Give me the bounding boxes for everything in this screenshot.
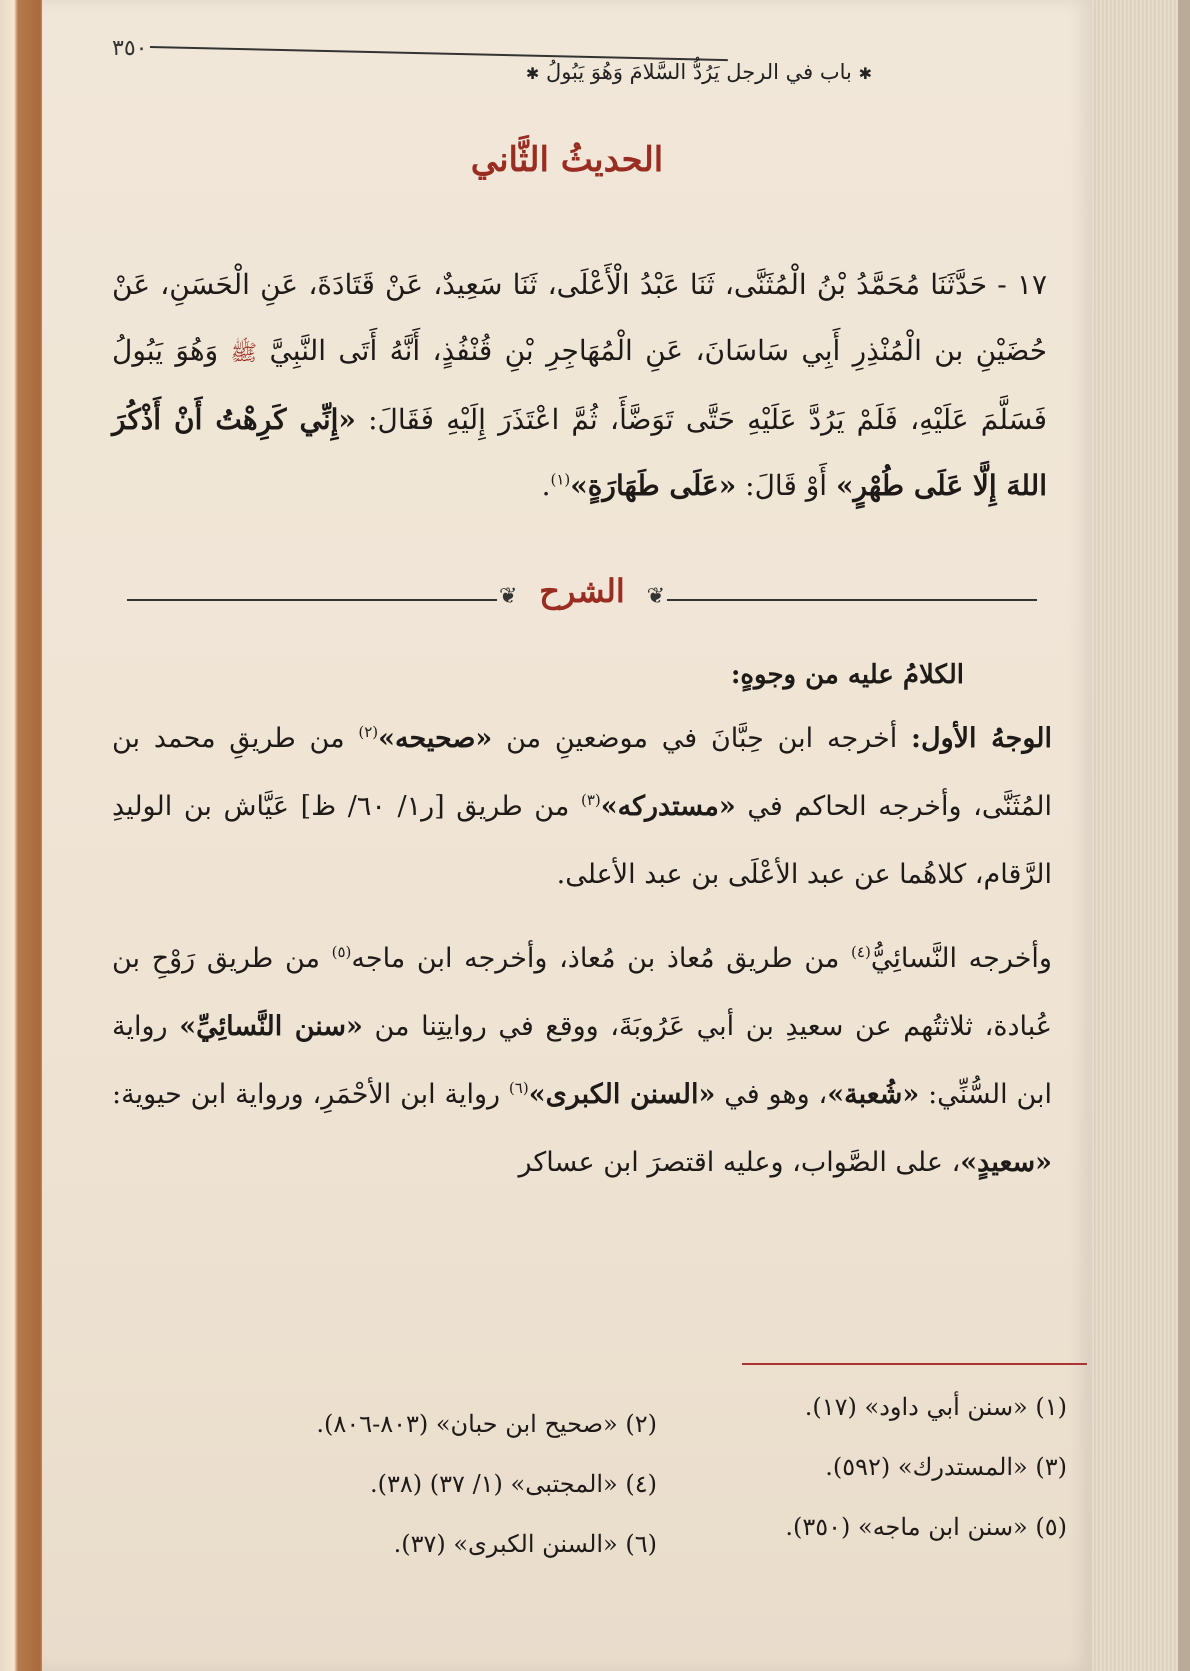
book-title: «سنن النَّسائِيِّ»: [179, 1011, 363, 1042]
star-ornament-icon: ✱: [525, 64, 540, 83]
header-rule: [150, 46, 728, 61]
paragraph-text: وأخرجه النَّسائِيُّ: [870, 943, 1052, 974]
footnote-2: (٢) «صحيح ابن حبان» (٨٠٣-٨٠٦).: [316, 1410, 657, 1438]
page-number: ٣٥٠: [112, 36, 148, 61]
running-title: [526, 60, 872, 84]
footnote-ref: (١): [550, 470, 571, 489]
paragraph-text: من طريق مُعاذ بن مُعاذ، وأخرجه ابن ماجه: [351, 943, 840, 974]
book-page: [42, 0, 1092, 1671]
paragraph-2: [112, 925, 1052, 1197]
book-title: «مستدركه»: [600, 791, 736, 822]
sharh-title: الشرح: [539, 572, 625, 610]
footnote-ref: (٢): [358, 723, 379, 741]
hadith-text: [112, 252, 1047, 519]
paragraph-text: من طريقِ محمد بن المُثَنَّى، وأخرجه الحاكم في: [112, 723, 1052, 822]
footnote-ref: (٥): [331, 943, 352, 961]
star-ornament-icon: ✱: [858, 64, 872, 83]
paragraph-text: ، وهو في: [724, 1079, 828, 1110]
footnote-5: (٥) «سنن ابن ماجه» (٣٥٠).: [785, 1513, 1067, 1541]
footnote-4: (٤) «المجتبى» (١/ ٣٧) (٣٨).: [370, 1470, 657, 1498]
narrator-name: «شُعبة»: [827, 1079, 920, 1110]
hadith-end: .: [541, 469, 551, 502]
hadith-body: وَهُوَ يَبُولُ فَسَلَّمَ عَلَيْهِ، فَلَمْ يَرُدَّ عَلَيْهِ حَتَّى تَوَضَّأَ، ثُمَّ اعْتَذَرَ إِلَيْهِ فَقَالَ:: [112, 334, 1047, 436]
sharh-divider: [127, 572, 1037, 622]
hadith-chain: حَدَّثَنَا مُحَمَّدُ بْنُ الْمُثَنَّى، ثَنَا عَبْدُ الْأَعْلَى، ثَنَا سَعِيدٌ، عَنْ قَتَادَةَ، عَنِ الْحَسَنِ، عَنْ حُضَيْنِ بن الْمُنْذِرِ أَبِي سَاسَانَ، عَنِ الْمُهَاجِرِ بْنِ قُنْفُذٍ، أَنَّهُ أَتَى النَّبِيَّ: [112, 268, 1048, 367]
paragraph-text: من طريق رَوْحِ بن عُبادة، ثلاثتُهم عن سعيدِ بن أبي عَرُوبَةَ، ووقع في روايتِنا من: [112, 943, 1052, 1042]
book-title: «صحيحه»: [378, 723, 493, 754]
footnote-ref: (٦): [508, 1079, 529, 1097]
intro-line: الكلامُ عليه من وجوهٍ:: [730, 660, 964, 690]
book-title: «السنن الكبرى»: [528, 1079, 716, 1110]
hadith-quote: «إِنِّي كَرِهْتُ أَنْ أَذْكُرَ اللهَ إِلَّا عَلَى طُهْرٍ»: [112, 403, 1047, 502]
divider-ornament-icon: ❦: [499, 584, 518, 609]
hadith-number: ١٧ -: [997, 268, 1047, 301]
paragraph-text: أخرجه ابن حِبَّانَ في موضعينِ من: [506, 723, 898, 754]
hadith-quote-alt: «عَلَى طَهَارَةٍ»: [570, 469, 737, 502]
page-stack-edge: [1092, 0, 1190, 1671]
running-title-text: باب في الرجل يَرُدُّ السَّلامَ وَهُوَ يَبُولُ: [545, 60, 852, 84]
footnote-1: (١) «سنن أبي داود» (١٧).: [804, 1393, 1067, 1421]
section-title: الحديثُ الثَّاني: [470, 140, 664, 180]
footnote-6: (٦) «السنن الكبرى» (٣٧).: [393, 1530, 657, 1558]
salla-honorific: ﷺ: [230, 341, 258, 366]
paragraph-text: رواية ابن الأحْمَرِ، ورواية ابن حيوية:: [112, 1079, 501, 1110]
footnote-ref: (٣): [580, 791, 601, 809]
footnote-3: (٣) «المستدرك» (٥٩٢).: [825, 1453, 1067, 1481]
footnote-ref: (٤): [851, 943, 871, 961]
paragraph-text: من طريق [ر١/ ٦٠/ ظ] عَيَّاش بن الوليدِ الرَّقام، كلاهُما عن عبد الأعْلَى بن عبد الأعلى.: [112, 791, 1052, 890]
paragraph-1: [112, 705, 1052, 909]
hadith-alt: أَوْ قَالَ:: [745, 469, 828, 502]
narrator-name: «سعيدٍ»: [960, 1147, 1052, 1178]
footnote-rule: [742, 1363, 1087, 1365]
paragraph-text: رواية ابن السُّنِّي:: [112, 1011, 1053, 1110]
divider-ornament-icon: ❦: [646, 584, 665, 609]
previous-page-edge: [0, 0, 42, 1671]
paragraph-text: ، على الصَّواب، وعليه اقتصرَ ابن عساكر: [518, 1147, 961, 1178]
paragraph-lead: الوجهُ الأول:: [911, 723, 1052, 754]
